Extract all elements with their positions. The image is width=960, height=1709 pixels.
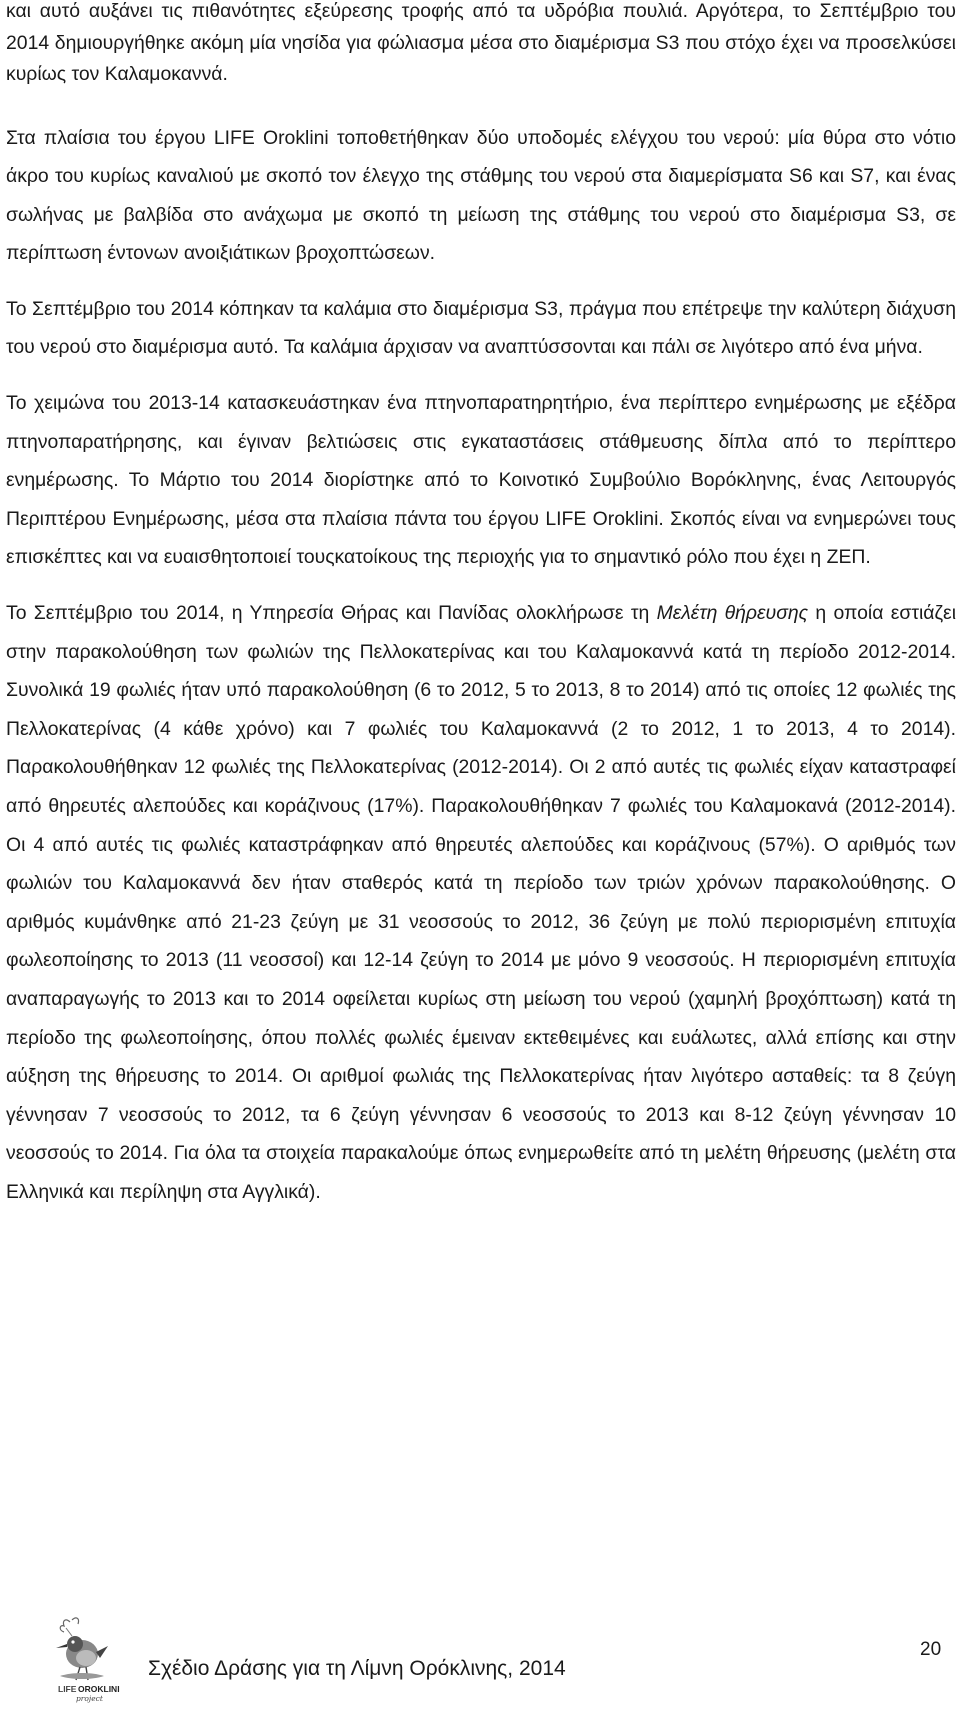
- logo-text-life: LIFE: [58, 1684, 77, 1694]
- paragraph-5-rest: η οποία εστιάζει στην παρακολούθηση των φωλιών της Πελλοκατερίνας και του Καλαμοκαννά κατά τη περίοδο 2012-2014. Συνολικά 19 φωλιές ήταν υπό παρακολούθηση (6 το 2012, 5 το 2013, 8 το 2014) από τις οποίες 12 φωλιές της Πελλοκατερίνας (4 κάθε χρόνο) και 7 φωλιές του Καλαμοκαννά (2 το 2012, 1 το 2013, 4 το 2014). Παρακολουθήθηκαν 12 φωλιές της Πελλοκατερίνας (2012-2014). Οι 2 από αυτές τις φωλιές είχαν καταστραφεί από θηρευτές αλεπούδες και κοράζινους (17%). Παρακολουθήθηκαν 7 φωλιές του Καλαμοκανά (2012-2014). Οι 4 από αυτές τις φωλιές καταστράφηκαν από θηρευτές αλεπούδες και κοράζινους (57%). Ο αριθμός των φωλιών του Καλαμοκαννά δεν ήταν σταθερός κατά τη περίοδο των τριών χρόνων παρακολούθησης. Ο αριθμός κυμάνθηκε από 21-23 ζεύγη με 31 νεοσσούς το 2012, 36 ζεύγη με πολύ περιορισμένη επιτυχία φωλεοποίησης το 2013 (11 νεοσσοί) και 12-14 ζεύγη το 2014 με μόνο 9 νεοσσούς. Η περιορισμένη επιτυχία αναπαραγωγής το 2013 και το 2014 οφείλεται κυρίως στη μείωση του νερού (χαμηλή βροχόπτωση) κατά τη περίοδο της φωλεοποίησης, όπου πολλές φωλιές έμειναν εκτεθειμένες και ευάλωτες, αλλά επίσης και στην αύξηση της θήρευσης το 2014. Οι αριθμοί φωλιάς της Πελλοκατερίνας ήταν λιγότερο ασταθείς: τα 8 ζεύγη γέννησαν 7 νεοσσούς το 2012, τα 6 ζεύγη γέννησαν 6 νεοσσούς το 2013 και 8-12 ζεύγη γέννησαν 10 νεοσσούς το 2014. Για όλα τα στοιχεία παρακαλούμε όπως ενημερωθείτε από τη μελέτη θήρευσης (μελέτη στα Ελληνικά και περίληψη στα Αγγλικά).: [6, 602, 957, 1203]
- paragraph-5: [6, 594, 956, 1212]
- study-title-italic: Μελέτη θήρευσης: [656, 602, 809, 625]
- logo-text-project: project: [76, 1694, 103, 1703]
- page-footer: [0, 1600, 960, 1709]
- paragraph-3: Το Σεπτέμβριο του 2014 κόπηκαν τα καλάμια στο διαμέρισμα S3, πράγμα που επέτρεψε την καλύτερη διάχυση του νερού στο διαμέρισμα αυτό. Τα καλάμια άρχισαν να αναπτύσσονται και πάλι σε λιγότερο από ένα μήνα.: [6, 297, 956, 359]
- paragraph-1: και αυτό αυξάνει τις πιθανότητες εξεύρεσης τροφής από τα υδρόβια πουλιά. Αργότερα, το Σεπτέμβριο του 2014 δημιουργήθηκε ακόμη μία νησίδα για φώλιασμα μέσα στο διαμέρισμα S3 που στόχο έχει να προσελκύσει κυρίως τον Καλαμοκαννά.: [6, 0, 956, 85]
- paragraph-5-start: Το Σεπτέμβριο του 2014, η Υπηρεσία Θήρας και Πανίδας ολοκλήρωσε τη: [6, 602, 657, 625]
- paragraph-4: Το χειμώνα του 2013-14 κατασκευάστηκαν ένα πτηνοπαρατηρητήριο, ένα περίπτερο ενημέρωσης με εξέδρα πτηνοπαρατήρησης, και έγιναν βελτιώσεις στις εγκαταστάσεις στάθμευσης δίπλα από το περίπτερο ενημέρωσης. Το Μάρτιο του 2014 διορίστηκε από το Κοινοτικό Συμβούλιο Βορόκληνης, ένας Λειτουργός Περιπτέρου Ενημέρωσης, μέσα στα πλαίσια πάντα του έργου LIFE Oroklini. Σκοπός είναι να ενημερώνει τους επισκέπτες και να ευαισθητοποιεί τουςκατοίκους της περιοχής για το σημαντικό ρόλο που έχει η ΖΕΠ.: [6, 392, 956, 569]
- logo-text-oroklini: OROKLINI: [78, 1684, 120, 1694]
- bird-logo-icon: [56, 1618, 108, 1680]
- paragraph-2: Στα πλαίσια του έργου LIFE Oroklini τοποθετήθηκαν δύο υποδομές ελέγχου του νερού: μία θύρα στο νότιο άκρο του κυρίως καναλιού με σκοπό τον έλεγχο της στάθμης του νερού στα διαμερίσματα S6 και S7, και ένας σωλήνας με βαλβίδα στο ανάχωμα με σκοπό τη μείωση της στάθμης του νερού στο διαμέρισμα S3, σε περίπτωση έντονων ανοιξιάτικων βροχοπτώσεων.: [6, 126, 956, 265]
- life-oroklini-logo: [42, 1614, 122, 1704]
- footer-title: Σχέδιο Δράσης για τη Λίμνη Ορόκλινης, 2014: [148, 1657, 566, 1680]
- body-text: [6, 0, 956, 1212]
- page-number: 20: [920, 1639, 942, 1660]
